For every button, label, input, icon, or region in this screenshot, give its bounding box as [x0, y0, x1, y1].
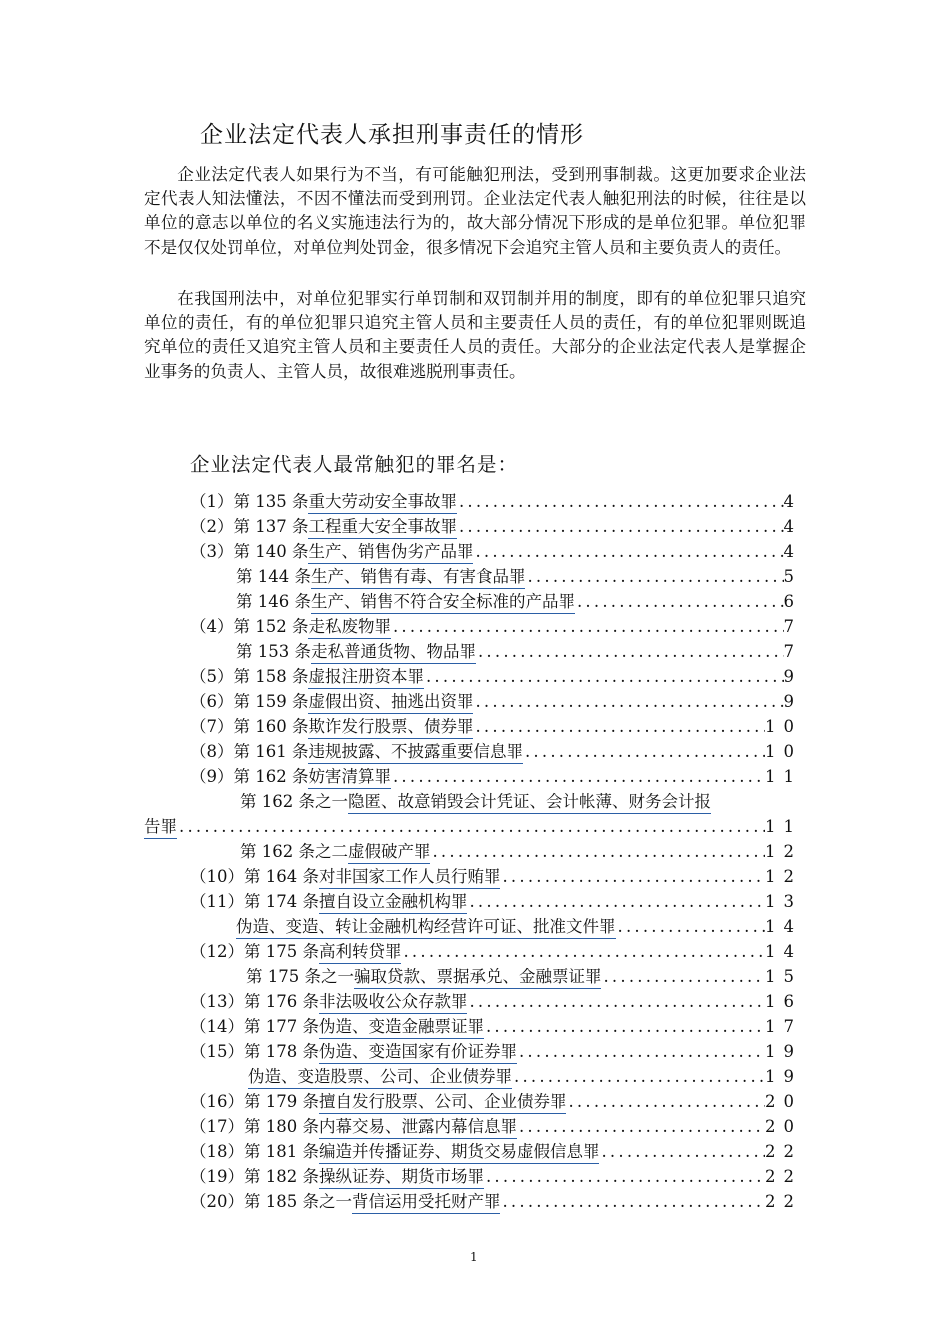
toc-leader [599, 1142, 765, 1161]
toc-link[interactable]: 隐匿、故意销毁会计凭证、会计帐薄、财务会计报 [348, 788, 711, 814]
toc-link[interactable]: 虚假出资、抽逃出资罪 [308, 688, 473, 714]
toc-page: 4 [783, 542, 802, 561]
toc-entry[interactable] [236, 588, 802, 612]
toc-prefix: （3）第 140 条 [190, 542, 309, 561]
toc-prefix: （7）第 160 条 [190, 717, 309, 736]
toc-link[interactable]: 生产、销售不符合安全标准的产品罪 [311, 588, 575, 614]
page-number: 1 [470, 1250, 478, 1264]
toc-leader [601, 967, 765, 986]
toc-link[interactable]: 工程重大安全事故罪 [308, 513, 457, 539]
toc-entry[interactable] [190, 763, 802, 787]
toc-page: 10 [765, 717, 802, 736]
toc-entry-wrapped-line2[interactable] [144, 813, 802, 837]
toc-entry-wrapped-line1[interactable] [240, 788, 806, 812]
toc-leader [424, 667, 784, 686]
toc-link[interactable]: 重大劳动安全事故罪 [308, 488, 457, 514]
toc-leader [467, 892, 765, 911]
toc-page: 19 [765, 1067, 802, 1086]
toc-page: 19 [765, 1042, 802, 1061]
toc-prefix: （14）第 177 条 [190, 1017, 319, 1036]
toc-link[interactable]: 高利转贷罪 [319, 938, 402, 964]
toc-prefix: 第 162 条之一 [240, 792, 348, 811]
toc-page: 12 [765, 842, 802, 861]
toc-link-continued[interactable]: 告罪 [144, 813, 177, 839]
toc-entry[interactable] [190, 1038, 802, 1062]
toc-leader [430, 842, 765, 861]
toc-prefix: 第 153 条 [236, 642, 311, 661]
toc-leader [517, 1117, 765, 1136]
toc-leader [566, 1092, 765, 1111]
toc-entry[interactable] [190, 938, 802, 962]
toc-page: 22 [765, 1142, 802, 1161]
toc-link[interactable]: 擅自发行股票、公司、企业债券罪 [319, 1088, 567, 1114]
toc-entry[interactable] [246, 963, 802, 987]
toc-page: 14 [765, 917, 802, 936]
toc-leader [473, 717, 765, 736]
toc-link[interactable]: 伪造、变造、转让金融机构经营许可证、批准文件罪 [236, 913, 616, 939]
toc-leader [391, 617, 784, 636]
toc-entry[interactable] [190, 1188, 802, 1212]
toc-entry[interactable] [190, 1088, 802, 1112]
toc-leader [484, 1017, 765, 1036]
toc-link[interactable]: 伪造、变造股票、公司、企业债券罪 [248, 1063, 512, 1089]
toc-link[interactable]: 骗取贷款、票据承兑、金融票证罪 [354, 963, 602, 989]
toc-link[interactable]: 妨害清算罪 [308, 763, 391, 789]
toc-leader [476, 642, 784, 661]
toc-link[interactable]: 操纵证券、期货市场罪 [319, 1163, 484, 1189]
toc-page: 17 [765, 1017, 802, 1036]
toc-page: 22 [765, 1192, 802, 1211]
toc-page: 13 [765, 892, 802, 911]
toc-leader [523, 742, 765, 761]
toc-entry[interactable] [190, 538, 802, 562]
toc-link[interactable]: 走私普通货物、物品罪 [311, 638, 476, 664]
toc-leader [473, 692, 783, 711]
toc-leader [575, 592, 784, 611]
toc-page: 10 [765, 742, 802, 761]
toc-prefix: 第 175 条之一 [246, 967, 354, 986]
toc-prefix: （2）第 137 条 [190, 517, 309, 536]
toc-entry[interactable] [190, 1013, 802, 1037]
toc-entry[interactable] [190, 713, 802, 737]
toc-link[interactable]: 走私废物罪 [308, 613, 391, 639]
toc-page: 6 [783, 592, 802, 611]
toc-leader [457, 517, 784, 536]
toc-entry[interactable] [190, 1113, 802, 1137]
toc-page: 5 [783, 567, 802, 586]
toc-link[interactable]: 编造并传播证券、期货交易虚假信息罪 [319, 1138, 600, 1164]
toc-leader [391, 767, 765, 786]
toc-link[interactable]: 背信运用受托财产罪 [352, 1188, 501, 1214]
toc-entry[interactable] [190, 888, 802, 912]
toc-prefix: （4）第 152 条 [190, 617, 309, 636]
toc-link[interactable]: 生产、销售伪劣产品罪 [308, 538, 473, 564]
toc-leader [517, 1042, 765, 1061]
toc-heading: 企业法定代表人最常触犯的罪名是： [190, 453, 519, 476]
toc-entry[interactable] [190, 738, 802, 762]
toc-link[interactable]: 对非国家工作人员行贿罪 [319, 863, 501, 889]
toc-entry[interactable] [240, 838, 802, 862]
toc-leader [525, 567, 783, 586]
toc-page: 14 [765, 942, 802, 961]
toc-page: 9 [783, 692, 802, 711]
toc-entry[interactable] [190, 1138, 802, 1162]
toc-entry[interactable] [190, 988, 802, 1012]
toc-link[interactable]: 虚报注册资本罪 [308, 663, 424, 689]
toc-leader [467, 992, 765, 1011]
toc-link[interactable]: 非法吸收公众存款罪 [319, 988, 468, 1014]
toc-prefix: 第 146 条 [236, 592, 311, 611]
toc-prefix: （20）第 185 条之一 [190, 1192, 352, 1211]
toc-entry[interactable] [236, 638, 802, 662]
toc-page: 11 [765, 767, 802, 786]
paragraph-1: 企业法定代表人如果行为不当，有可能触犯刑法，受到刑事制裁。这更加要求企业法定代表人知法懂法，不因不懂法而受到刑罚。企业法定代表人触犯刑法的时候，往往是以单位的意志以单位的名义实施违法行为的，故大部分情况下形成的是单位犯罪。单位犯罪不是仅仅处罚单位，对单位判处罚金，很多情况下会追究主管人员和主要负责人的责任。 [144, 165, 806, 257]
toc-prefix: （19）第 182 条 [190, 1167, 319, 1186]
toc-prefix: （10）第 164 条 [190, 867, 319, 886]
toc-link[interactable]: 生产、销售有毒、有害食品罪 [311, 563, 526, 589]
toc-page: 22 [765, 1167, 802, 1186]
toc-page: 12 [765, 867, 802, 886]
toc-prefix: （8）第 161 条 [190, 742, 309, 761]
toc-page: 7 [783, 642, 802, 661]
toc-page: 16 [765, 992, 802, 1011]
toc-prefix: （16）第 179 条 [190, 1092, 319, 1111]
toc-leader [177, 817, 765, 836]
toc-entry[interactable] [190, 613, 802, 637]
toc-leader [484, 1167, 765, 1186]
toc-prefix: （11）第 174 条 [190, 892, 319, 911]
toc-page: 9 [783, 667, 802, 686]
toc-link[interactable]: 内幕交易、泄露内幕信息罪 [319, 1113, 517, 1139]
toc-entry[interactable] [190, 513, 802, 537]
toc-prefix: （17）第 180 条 [190, 1117, 319, 1136]
toc-link[interactable]: 欺诈发行股票、债券罪 [308, 713, 473, 739]
toc-prefix: （13）第 176 条 [190, 992, 319, 1011]
toc-page: 20 [765, 1092, 802, 1111]
toc-prefix: 第 162 条之二 [240, 842, 348, 861]
toc-entry[interactable] [236, 913, 802, 937]
toc-leader [500, 867, 765, 886]
toc-prefix: （18）第 181 条 [190, 1142, 319, 1161]
toc-page: 7 [783, 617, 802, 636]
toc-page: 4 [783, 517, 802, 536]
toc-leader [500, 1192, 765, 1211]
toc-link[interactable]: 擅自设立金融机构罪 [319, 888, 468, 914]
page-title: 企业法定代表人承担刑事责任的情形 [200, 122, 584, 148]
toc-prefix: （5）第 158 条 [190, 667, 309, 686]
toc-page: 11 [765, 817, 802, 836]
toc-prefix: （15）第 178 条 [190, 1042, 319, 1061]
toc-leader [457, 492, 784, 511]
toc-prefix: 第 144 条 [236, 567, 311, 586]
toc-leader [473, 542, 783, 561]
toc-prefix: （12）第 175 条 [190, 942, 319, 961]
toc-entry[interactable] [190, 863, 802, 887]
toc-entry[interactable] [190, 488, 802, 512]
toc-leader [401, 942, 765, 961]
toc-prefix: （1）第 135 条 [190, 492, 309, 511]
toc-entry[interactable] [190, 1163, 802, 1187]
paragraph-2: 在我国刑法中，对单位犯罪实行单罚制和双罚制并用的制度，即有的单位犯罪只追究单位的责任，有的单位犯罪只追究主管人员和主要责任人员的责任，有的单位犯罪则既追究单位的责任又追究主管人员和主要责任人员的责任。大部分的企业法定代表人是掌握企业事务的负责人、主管人员，故很难逃脱刑事责任。 [144, 289, 806, 381]
toc-page: 15 [765, 967, 802, 986]
toc-link[interactable]: 伪造、变造国家有价证券罪 [319, 1038, 517, 1064]
toc-leader [512, 1067, 765, 1086]
toc-entry[interactable] [190, 688, 802, 712]
toc-link[interactable]: 虚假破产罪 [348, 838, 431, 864]
toc-leader [616, 917, 766, 936]
toc-prefix: （6）第 159 条 [190, 692, 309, 711]
toc-prefix: （9）第 162 条 [190, 767, 309, 786]
toc-page: 20 [765, 1117, 802, 1136]
toc-entry[interactable] [248, 1063, 802, 1087]
toc-entry[interactable] [236, 563, 802, 587]
toc-link[interactable]: 违规披露、不披露重要信息罪 [308, 738, 523, 764]
toc-link[interactable]: 伪造、变造金融票证罪 [319, 1013, 484, 1039]
toc-page: 4 [783, 492, 802, 511]
toc-entry[interactable] [190, 663, 802, 687]
